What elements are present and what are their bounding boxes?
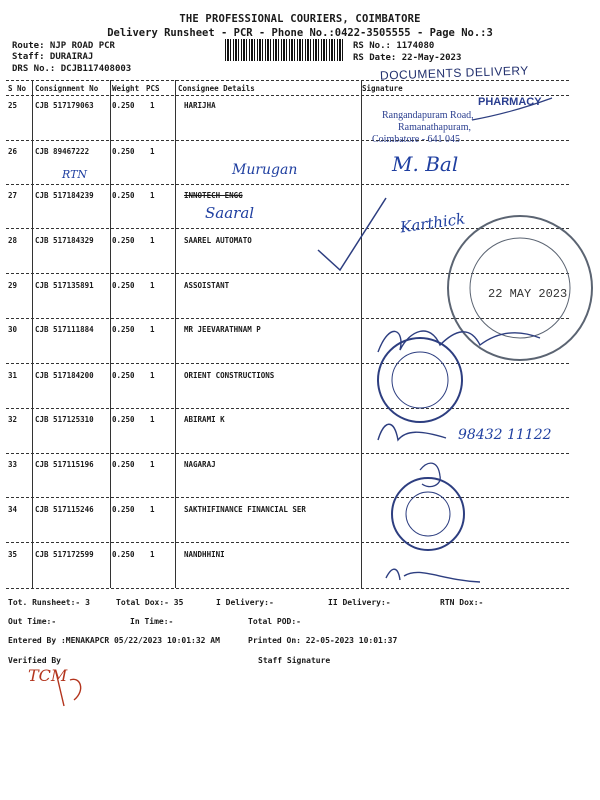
- row-sno: 33: [8, 460, 18, 469]
- documents-delivery-stamp: DOCUMENTS DELIVERY: [379, 63, 530, 83]
- row-consignment: CJB 89467222: [35, 147, 90, 156]
- verified-by: Verified By: [8, 656, 61, 665]
- pharmacy-stroke: [472, 98, 552, 120]
- stamp-address-line3: Coimbatore - 641 045: [372, 134, 461, 145]
- signature-row32: [378, 424, 446, 440]
- row-consignment: CJB 517125310: [35, 415, 94, 424]
- row-weight: 0.250: [112, 371, 135, 380]
- handwritten-phone: 98432 11122: [458, 427, 552, 443]
- row-sno: 26: [8, 147, 18, 156]
- tot-runsheet: Tot. Runsheet:- 3: [8, 598, 90, 607]
- row-pcs: 1: [150, 281, 155, 290]
- row-consignment: CJB 517172599: [35, 550, 94, 559]
- row-weight: 0.250: [112, 236, 135, 245]
- handwritten-murugan: Murugan: [232, 162, 298, 178]
- construction-stamp-inner: [392, 352, 448, 408]
- verified-squiggle: [56, 672, 81, 706]
- total-dox: Total Dox:- 35: [116, 598, 184, 607]
- row-sno: 32: [8, 415, 18, 424]
- row-consignment: CJB 517135891: [35, 281, 94, 290]
- row-weight: 0.250: [112, 281, 135, 290]
- stamp-address-line1: Rangandapuram Road,: [382, 110, 474, 121]
- row-sno: 35: [8, 550, 18, 559]
- row-consignee: SAKTHIFINANCE FINANCIAL SER: [184, 505, 306, 514]
- signature-karthick: Karthick: [399, 209, 467, 237]
- row-consignment: CJB 517115196: [35, 460, 94, 469]
- row-pcs: 1: [150, 415, 155, 424]
- col-consignee: Consignee Details: [178, 84, 255, 93]
- row-sno: 30: [8, 325, 18, 334]
- i-delivery: I Delivery:-: [216, 598, 274, 607]
- row-pcs: 1: [150, 101, 155, 110]
- row-consignee: SAAREL AUTOMATO: [184, 236, 252, 245]
- row-consignment: CJB 517111884: [35, 325, 94, 334]
- row-weight: 0.250: [112, 191, 135, 200]
- drs-number: DRS No.: DCJB117408003: [12, 64, 132, 74]
- construction-stamp-outline: [378, 338, 462, 422]
- row-consignee: INNOTECH ENGG: [184, 191, 243, 200]
- row-weight: 0.250: [112, 325, 135, 334]
- signature-row35: [386, 569, 480, 582]
- row-consignment: CJB 517115246: [35, 505, 94, 514]
- row-consignment: CJB 517184329: [35, 236, 94, 245]
- col-sno: S No: [8, 84, 27, 93]
- col-signature: Signature: [362, 84, 403, 93]
- finance-stamp-inner: [406, 492, 450, 536]
- verified-initials: TCM: [28, 666, 68, 685]
- row-consignment: CJB 517184200: [35, 371, 94, 380]
- staff-label: Staff: DURAIRAJ: [12, 52, 94, 62]
- row-pcs: 1: [150, 191, 155, 200]
- row-weight: 0.250: [112, 460, 135, 469]
- row-consignee: ORIENT CONSTRUCTIONS: [184, 371, 275, 380]
- row-weight: 0.250: [112, 505, 135, 514]
- row-pcs: 1: [150, 550, 155, 559]
- row-weight: 0.250: [112, 101, 135, 110]
- col-consignment: Consignment No: [35, 84, 99, 93]
- stamp-address-line2: Ramanathapuram,: [398, 122, 472, 133]
- row-pcs: 1: [150, 371, 155, 380]
- finance-stamp-outline: [392, 478, 464, 550]
- company-title: THE PROFESSIONAL COURIERS, COIMBATORE: [179, 13, 421, 25]
- out-time: Out Time:-: [8, 617, 57, 626]
- row-sno: 29: [8, 281, 18, 290]
- rs-date: RS Date: 22-May-2023: [353, 53, 462, 63]
- row-consignee: ASSOISTANT: [184, 281, 230, 290]
- row-consignee: MR JEEVARATHNAM P: [184, 325, 261, 334]
- route-label: Route: NJP ROAD PCR: [12, 41, 115, 51]
- row-weight: 0.250: [112, 147, 135, 156]
- ii-delivery: II Delivery:-: [328, 598, 391, 607]
- pharmacy-stamp: PHARMACY: [478, 96, 542, 108]
- row-sno: 27: [8, 191, 18, 200]
- row-pcs: 1: [150, 460, 155, 469]
- entered-by: Entered By :MENAKAPCR 05/22/2023 10:01:32 AM: [8, 636, 220, 645]
- col-pcs: PCS: [146, 84, 160, 93]
- in-time: In Time:-: [130, 617, 174, 626]
- row-sno: 28: [8, 236, 18, 245]
- printed-on: Printed On: 22-05-2023 10:01:37: [248, 636, 398, 645]
- row-pcs: 1: [150, 147, 155, 156]
- runsheet-subtitle: Delivery Runsheet - PCR - Phone No.:0422-3505555 - Page No.:3: [107, 27, 493, 39]
- row-pcs: 1: [150, 236, 155, 245]
- row-weight: 0.250: [112, 550, 135, 559]
- rtn-dox: RTN Dox:-: [440, 598, 484, 607]
- total-pod: Total POD:-: [248, 617, 301, 626]
- row-sno: 25: [8, 101, 18, 110]
- rs-number: RS No.: 1174080: [353, 41, 435, 51]
- row-consignee: ABIRAMI K: [184, 415, 225, 424]
- staff-signature: Staff Signature: [258, 656, 331, 665]
- signature-row33: [420, 463, 440, 487]
- row-consignee: NAGARAJ: [184, 460, 216, 469]
- signature-mbal: M. Bal: [392, 152, 459, 176]
- row-consignment: CJB 517184239: [35, 191, 94, 200]
- row-pcs: 1: [150, 325, 155, 334]
- checkmark-stroke: [318, 198, 386, 270]
- col-weight: Weight: [112, 84, 140, 93]
- row-consignee: NANDHHINI: [184, 550, 225, 559]
- row-sno: 34: [8, 505, 18, 514]
- round-stamp-inner: [470, 238, 570, 338]
- round-stamp-date: 22 MAY 2023: [488, 287, 568, 301]
- row-sno: 31: [8, 371, 18, 380]
- row-consignee: HARIJHA: [184, 101, 216, 110]
- handwritten-saaral: Saaral: [205, 204, 255, 222]
- handwritten-rtn: RTN: [62, 168, 88, 181]
- row-pcs: 1: [150, 505, 155, 514]
- row-weight: 0.250: [112, 415, 135, 424]
- row-consignment: CJB 517179063: [35, 101, 94, 110]
